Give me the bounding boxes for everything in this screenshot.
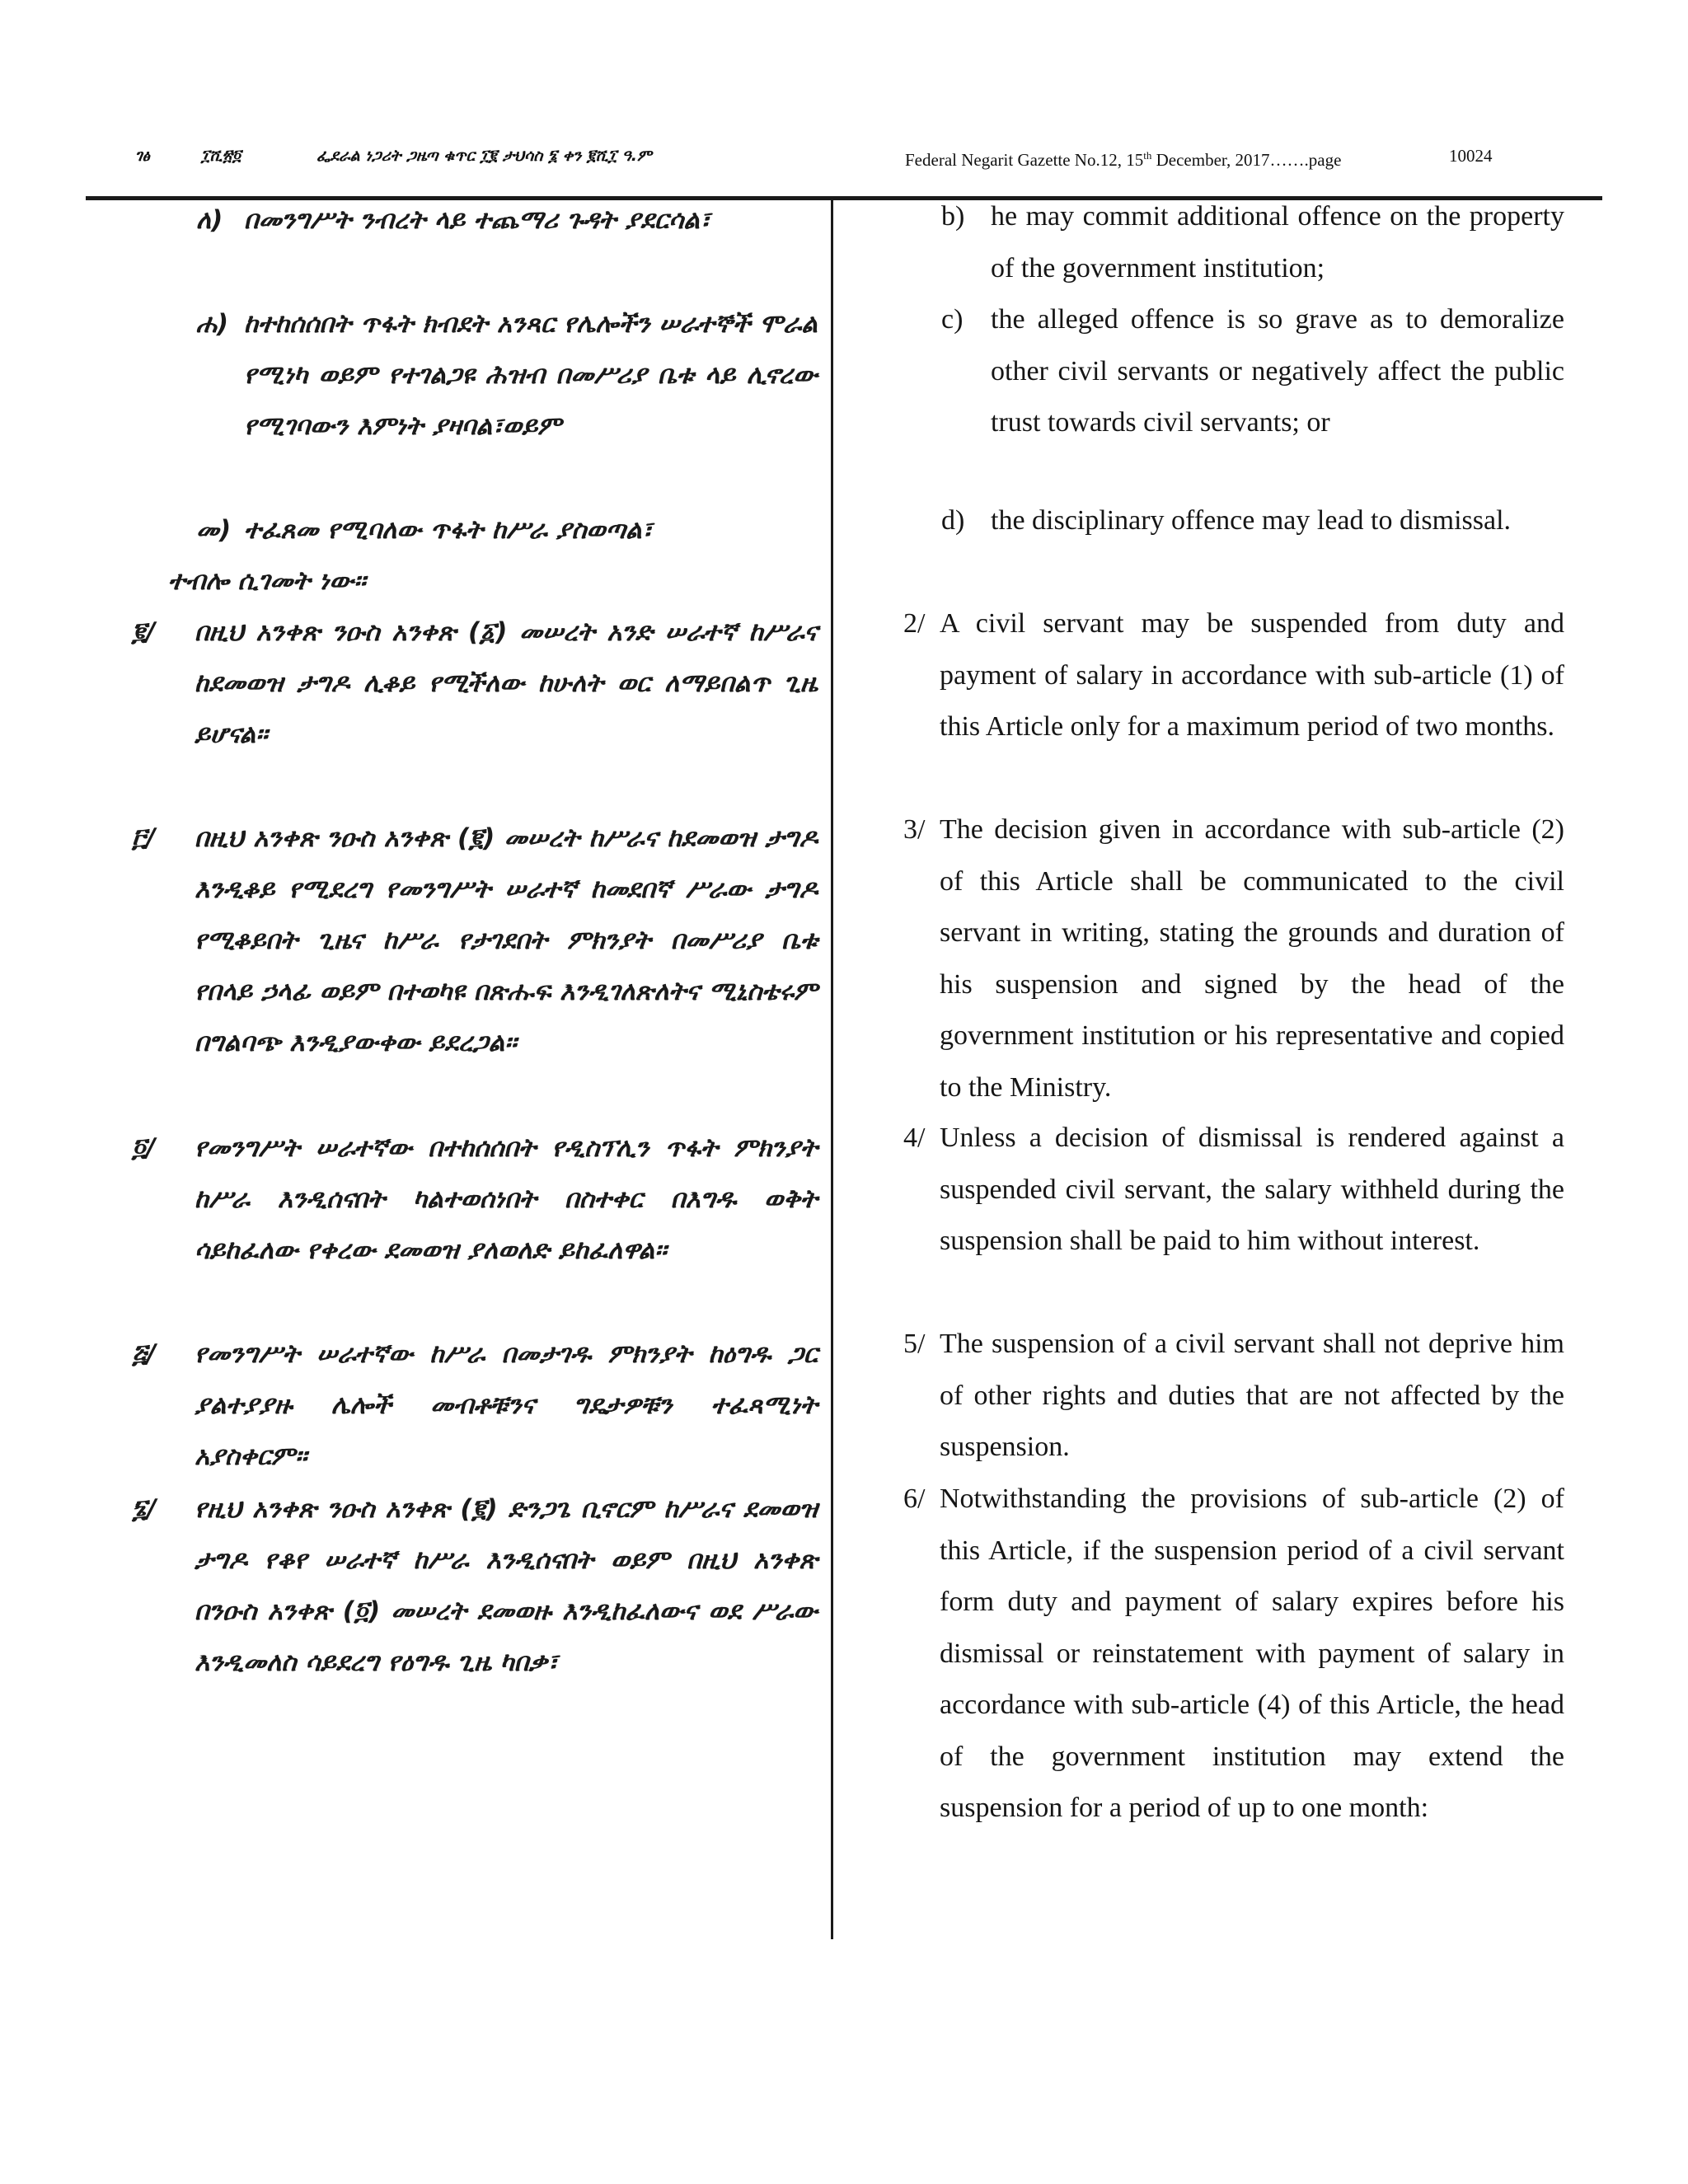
english-para-2-label: 2/: [903, 608, 926, 639]
english-para-3-label: 3/: [903, 814, 926, 845]
header-page-number-amharic: ፲ሺ፳፬: [201, 147, 241, 165]
amharic-item-b-text: በመንግሥት ንብረት ላይ ተጨማሪ ጉዳት ያደርሳል፣: [244, 205, 710, 235]
english-para-6-text: Notwithstanding the provisions of sub-article (2) of this Article, if the suspension period of a civil servant form duty and payment of salary expires before his dismissal or reinstatement with payment of salary in accordance with sub-article (4) of this Article, the head of the government institution may extend the suspension for a period of up to one month:: [940, 1483, 1564, 1823]
column-divider: [831, 200, 833, 1939]
english-item-d-text: the disciplinary offence may lead to dismissal.: [991, 505, 1512, 536]
amharic-item-c-text: ከተከሰሰበት ጥፋት ክብደት አንጻር የሌሎችን ሠራተኞች ሞራል የሚነካ ወይም የተገልጋዩ ሕዝብ በመሥሪያ ቤቱ ላይ ሊኖረው የሚገባውን እምነት ያዛባል፣ወይም: [244, 309, 818, 441]
english-para-2-text: A civil servant may be suspended from duty and payment of salary in accordance with sub-article (1) of this Article only for a maximum period of two months.: [940, 608, 1564, 742]
header-page-number-english: 10024: [1449, 146, 1493, 166]
header-title-english: [905, 143, 1341, 172]
english-para-4-label: 4/: [903, 1122, 926, 1153]
amharic-item-d-label: መ): [196, 515, 232, 545]
amharic-para-6-label: ፮/: [132, 1494, 157, 1524]
header-page-label-amharic: ገፅ: [135, 147, 150, 165]
amharic-para-3-text: በዚህ አንቀጽ ንዑስ አንቀጽ (፪) መሠረት ከሥራና ከደመወዝ ታግዶ እንዲቆይ የሚደረግ የመንግሥት ሠራተኛ ከመደበኛ ሥራው ታግዶ የሚቆይበት ጊዜና ከሥራ የታገደበት ምክንያት በመሥሪያ ቤቱ የበላይ ኃላፊ ወይም በተወካዩ በጽሑፍ እንዲገለጽለትና ሚኒስቴሩም በግልባጭ እንዲያውቀው ይደረጋል፡፡: [195, 823, 818, 1057]
english-item-b-label: b): [941, 201, 965, 232]
english-para-3-text: The decision given in accordance with sub-article (2) of this Article shall be communicated to the civil servant in writing, stating the grounds and duration of his suspension and signed by the head of the government institution or his representative and copied to the Ministry.: [940, 814, 1564, 1103]
english-item-c-text: the alleged offence is so grave as to demoralize other civil servants or negatively affect the public trust towards civil servants; or: [991, 304, 1564, 438]
english-para-4-text: Unless a decision of dismissal is rendered against a suspended civil servant, the salary withheld during the suspension shall be paid to him without interest.: [940, 1122, 1564, 1256]
amharic-para-4-label: ፬/: [132, 1133, 156, 1163]
amharic-closing-text: ተብሎ ሲገመት ነው፡፡: [168, 566, 366, 596]
amharic-para-5-text: የመንግሥት ሠራተኛው ከሥራ በመታገዱ ምክንያት ከዕግዱ ጋር ያልተያያዙ ሌሎች መብቶቹንና ግዴታዎቹን ተፈጻሚነት አያስቀርም፡፡: [195, 1339, 818, 1471]
english-para-6-label: 6/: [903, 1483, 926, 1514]
amharic-item-d-text: ተፈጸመ የሚባለው ጥፋት ከሥራ ያስወጣል፣: [244, 515, 653, 545]
amharic-para-4-text: የመንግሥት ሠራተኛው በተከሰሰበት የዲስፕሊን ጥፋት ምክንያት ከሥራ እንዲሰናበት ካልተወሰነበት በስተቀር በእግዱ ወቅት ሳይከፈለው የቀረው ደመወዝ ያለወለድ ይከፈለዋል፡፡: [195, 1133, 818, 1265]
amharic-para-5-label: ፭/: [132, 1339, 157, 1369]
amharic-item-b-label: ለ): [196, 205, 223, 235]
amharic-para-3-label: ፫/: [132, 823, 156, 853]
english-item-d-label: d): [941, 505, 965, 536]
header-title-amharic: ፌደራል ነጋሪት ጋዜጣ ቁጥር ፲፪ ታህሳስ ፮ ቀን ፪ሺ፲ ዓ.ም: [316, 147, 652, 165]
english-para-5-text: The suspension of a civil servant shall not deprive him of other rights and duties that are not affected by the suspension.: [940, 1329, 1564, 1462]
page-header: [0, 143, 1688, 176]
header-title-english-b: December, 2017…….page: [1151, 150, 1342, 170]
header-title-english-sup: th: [1143, 149, 1152, 162]
amharic-item-c-label: ሐ): [196, 309, 229, 339]
header-title-english-a: Federal Negarit Gazette No.12, 15: [905, 150, 1144, 170]
amharic-para-2-text: በዚህ አንቀጽ ንዑስ አንቀጽ (፩) መሠረት አንድ ሠራተኛ ከሥራና ከደመወዝ ታግዶ ሊቆይ የሚችለው ከሁለት ወር ለማይበልጥ ጊዜ ይሆናል፡፡: [195, 617, 818, 749]
amharic-para-2-label: ፪/: [132, 617, 156, 647]
amharic-para-6-text: የዚህ አንቀጽ ንዑስ አንቀጽ (፪) ድንጋጌ ቢኖርም ከሥራና ደመወዝ ታግዶ የቆየ ሠራተኛ ከሥራ እንዲሰናበት ወይም በዚህ አንቀጽ በንዑስ አንቀጽ (፬) መሠረት ደመወዙ እንዲከፈለውና ወደ ሥራው እንዲመለስ ሳይደረግ የዕግዱ ጊዜ ካበቃ፣: [195, 1494, 818, 1677]
english-item-b-text: he may commit additional offence on the property of the government institution;: [991, 201, 1564, 284]
english-item-c-label: c): [941, 304, 964, 335]
english-para-5-label: 5/: [903, 1329, 926, 1359]
